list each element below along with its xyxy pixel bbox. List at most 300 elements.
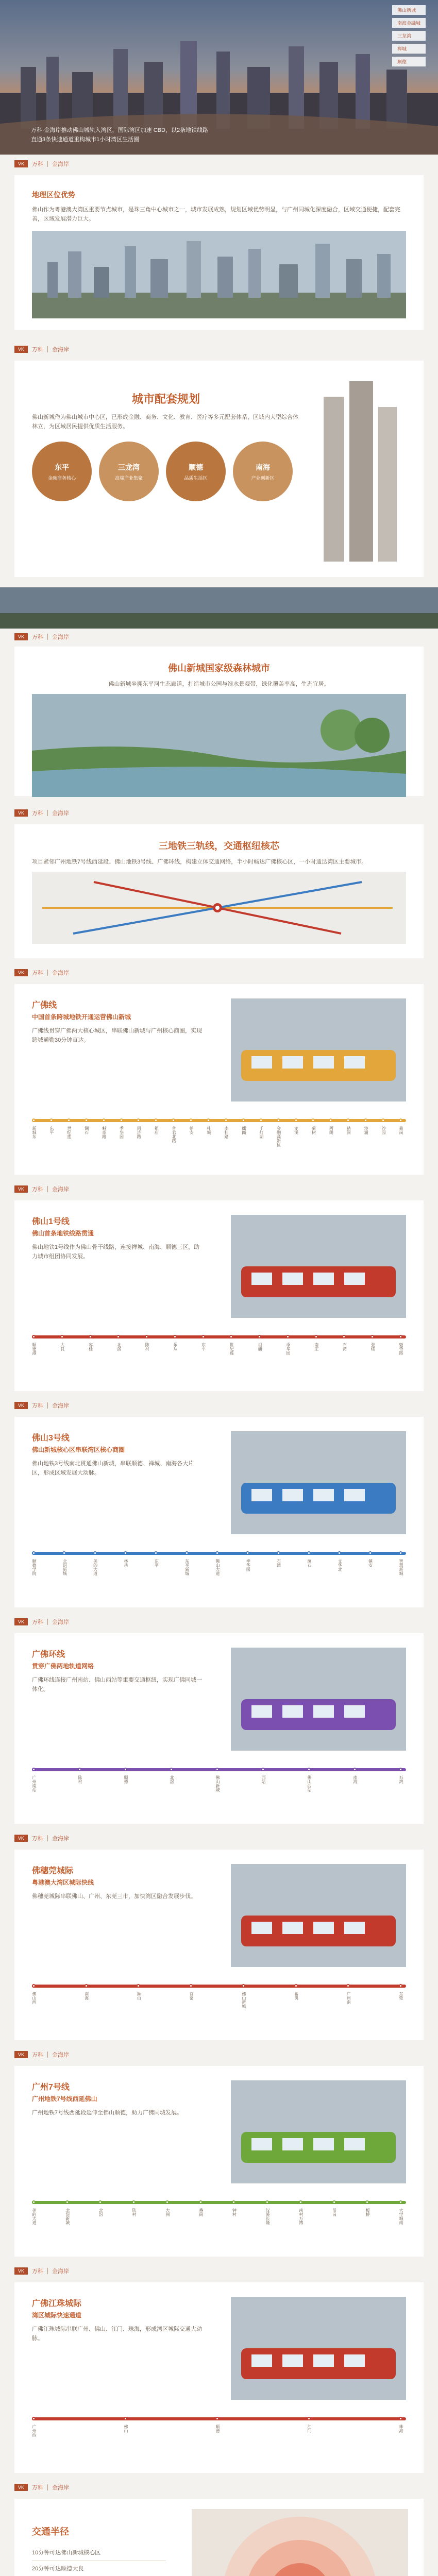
station-label: 西朗 — [329, 1126, 334, 1134]
station-label: 沙涌 — [364, 1126, 369, 1134]
station-dot — [32, 1118, 36, 1122]
station-label: 石湾 — [342, 1343, 347, 1351]
station-label: 佛山大道 — [215, 1559, 220, 1575]
brand-logo: VK — [14, 2484, 28, 2491]
planning-circle-title: 东平 — [55, 463, 69, 471]
line-text-block — [32, 998, 202, 1045]
line-desc: 佛山地铁3号线南北贯通佛山新城，串联顺德、禅城、南海各大片区，形成区域发展大动脉。 — [32, 1461, 194, 1476]
commute-item: 10分钟可达佛山新城核心区 — [32, 2545, 166, 2561]
line-section — [0, 1613, 438, 1829]
station-dot — [165, 2200, 169, 2204]
commute-title: 交通半径 — [32, 2527, 69, 2537]
line-photo — [231, 1431, 406, 1534]
line-name: 广佛线 — [32, 1001, 57, 1010]
line-text-block — [32, 1215, 202, 1261]
brand-name: 万科 — [32, 161, 43, 167]
station-dot — [332, 2200, 336, 2204]
station-label: 龙溪 — [294, 1126, 299, 1134]
line-text-block — [32, 1864, 202, 1901]
hero-tag: 三龙湾 — [392, 31, 426, 41]
line-name: 广佛环线 — [32, 1650, 65, 1659]
line-track — [32, 1552, 406, 1555]
line-text-block — [32, 1648, 202, 1694]
line-desc: 广佛江珠城际串联广州、佛山、江门、珠海，形成湾区城际交通大动脉。 — [32, 2326, 202, 2342]
station-label: 普君北路 — [172, 1126, 177, 1143]
line-text-block — [32, 2297, 202, 2343]
station-dot — [85, 1984, 88, 1988]
station-dot — [224, 1118, 228, 1122]
line-track — [32, 2201, 406, 2204]
brand-header — [14, 2483, 69, 2492]
station-dot — [93, 1551, 97, 1555]
station-label: 西站 — [261, 1775, 266, 1784]
line-photo — [231, 2297, 406, 2400]
station-dot — [120, 1118, 123, 1122]
station-dot — [185, 1551, 189, 1555]
brand-header — [14, 1185, 69, 1193]
ecocity-section — [0, 587, 438, 804]
station-dot — [49, 1118, 53, 1122]
commute-panel — [14, 2499, 424, 2576]
brand-header — [14, 1618, 69, 1626]
station-label: 南海 — [353, 1775, 358, 1784]
brand-partner: 金海岸 — [52, 810, 69, 817]
station-dot — [102, 1118, 106, 1122]
planning-circle — [233, 442, 293, 501]
station-dot — [32, 2200, 36, 2204]
line-track — [32, 1985, 406, 1988]
brand-logo: VK — [14, 633, 28, 640]
station-dot — [65, 2200, 69, 2204]
planning-circle — [99, 442, 159, 501]
brand-divider — [47, 970, 48, 976]
commute-radius-map — [192, 2509, 408, 2576]
station-dot — [307, 2417, 311, 2420]
commute-item: 20分钟可达顺德大良 — [32, 2561, 166, 2576]
hero-section — [0, 0, 438, 155]
station-dot — [170, 1768, 173, 1771]
station-label: 佛山新城 — [241, 1992, 246, 2008]
station-label: 新城东 — [32, 1126, 37, 1139]
station-label: 顺德 — [215, 2425, 220, 2433]
line-photo — [231, 1215, 406, 1318]
metro-body: 项目紧邻广州地铁7号线西延段、佛山地铁3号线、广佛环线，构建立体交通网络，半小时畅达广佛核心区，一小时通达湾区主要城市。 — [32, 859, 367, 865]
station-dot — [145, 1335, 148, 1338]
line-route — [32, 1546, 406, 1597]
hero-caption-line: 直通3条快速通道重构城市1小时湾区生活圈 — [31, 137, 140, 143]
station-dot — [67, 1118, 71, 1122]
station-label: 陈村 — [78, 1775, 82, 1784]
station-dot — [277, 1118, 280, 1122]
brand-header — [14, 809, 69, 817]
brand-partner: 金海岸 — [52, 2268, 69, 2275]
brand-logo: VK — [14, 346, 28, 353]
station-dot — [173, 1335, 177, 1338]
planning-circle-text: 高端产业集聚 — [114, 475, 143, 481]
station-label: 世纪莲 — [229, 1343, 234, 1355]
brand-name: 万科 — [32, 2268, 43, 2275]
metro-panel — [14, 824, 424, 958]
line-panel — [14, 1200, 424, 1391]
line-panel — [14, 2282, 424, 2473]
brand-divider — [47, 634, 48, 640]
planning-circle — [166, 442, 226, 501]
station-dot — [85, 1118, 88, 1122]
station-label: 佛山 — [124, 2425, 128, 2433]
station-dot — [299, 2200, 302, 2204]
station-label: 乐从 — [173, 1343, 178, 1351]
brand-logo: VK — [14, 2267, 28, 2275]
line-subtitle: 粤港澳大湾区城际快线 — [32, 1879, 94, 1886]
station-dot — [307, 1768, 311, 1771]
station-label: 北滘 — [170, 1775, 174, 1784]
brand-partner: 金海岸 — [52, 1619, 69, 1625]
line-panel — [14, 1633, 424, 1824]
intro-panel — [14, 175, 424, 330]
brand-header — [14, 1834, 69, 1842]
station-dot — [286, 1335, 290, 1338]
station-label: 东平 — [49, 1126, 54, 1134]
brand-name: 万科 — [32, 1619, 43, 1625]
hero-tag: 佛山新城 — [392, 5, 426, 15]
station-dot — [353, 1768, 357, 1771]
hero-caption — [31, 126, 208, 144]
station-dot — [314, 1335, 318, 1338]
brand-divider — [47, 1619, 48, 1625]
station-dot — [207, 1118, 210, 1122]
station-label: 金融高新区 — [276, 1126, 281, 1147]
station-dot — [89, 1335, 92, 1338]
line-route — [32, 1978, 406, 2030]
hero-caption-line: 万科·金海岸推动佛山城轨入湾区，国际湾区加速 CBD，以2条地铁线路 — [31, 127, 209, 133]
commute-list — [32, 2524, 166, 2576]
line-name: 广佛江珠城际 — [32, 2299, 82, 2308]
hero-tag: 南海金融城 — [392, 18, 426, 28]
station-label: 同济路 — [137, 1126, 142, 1139]
station-label: 美的大道 — [32, 2208, 37, 2225]
brand-partner: 金海岸 — [52, 1187, 69, 1193]
line-section — [0, 2262, 438, 2478]
station-dot — [215, 2417, 219, 2420]
station-label: 广州南 — [346, 1992, 351, 2004]
station-label: 镇安 — [368, 1559, 373, 1567]
station-label: 顺德学院 — [32, 1559, 37, 1575]
planning-circle-title: 南海 — [256, 463, 270, 471]
station-label: 陈村 — [132, 2208, 137, 2216]
station-label: 容桂 — [88, 1343, 93, 1351]
station-label: 顺德港 — [32, 1343, 37, 1355]
brand-name: 万科 — [32, 347, 43, 353]
station-label: 钟村 — [232, 2208, 237, 2216]
station-dot — [399, 2417, 402, 2420]
station-dot — [199, 2200, 203, 2204]
brand-header — [14, 345, 69, 353]
line-panel — [14, 1850, 424, 2040]
station-dot — [32, 2417, 36, 2420]
line-track — [32, 2417, 406, 2420]
line-photo — [231, 998, 406, 1101]
station-label: 美的大道 — [93, 1559, 98, 1575]
station-label: 东平 — [201, 1343, 206, 1351]
line-subtitle: 佛山首条地铁线路贯通 — [32, 1230, 94, 1237]
station-dot — [259, 1118, 263, 1122]
station-label: 东平 — [154, 1559, 159, 1567]
line-route — [32, 2195, 406, 2246]
metro-title: 三地铁三轨线，交通枢纽核芯 — [159, 841, 279, 851]
brand-divider — [47, 2484, 48, 2490]
ecocity-body: 佛山新城坐拥东平河生态廊道，打造城市公园与滨水景观带，绿化覆盖率高，生态宜居。 — [108, 681, 330, 687]
planning-circle-title: 三龙湾 — [118, 463, 140, 471]
brand-partner: 金海岸 — [52, 970, 69, 976]
brand-partner: 金海岸 — [52, 1836, 69, 1842]
line-section — [0, 1829, 438, 2045]
station-label: 魁奇路 — [399, 1343, 403, 1355]
brand-divider — [47, 2052, 48, 2058]
station-dot — [399, 2200, 402, 2204]
station-dot — [60, 1335, 64, 1338]
station-label: 𧒽岗 — [241, 1126, 246, 1134]
metro-map — [32, 872, 406, 944]
station-dot — [124, 2417, 127, 2420]
station-label: 大学城南 — [399, 2208, 403, 2225]
planning-circle-title: 顺德 — [189, 463, 203, 471]
station-label: 汉溪长隆 — [265, 2208, 271, 2225]
line-name: 佛山1号线 — [32, 1217, 70, 1226]
line-desc: 广佛环线连接广州南站、佛山西站等重要交通枢纽，实现广佛同城一体化。 — [32, 1677, 202, 1692]
line-track — [32, 1768, 406, 1771]
brand-header — [14, 2050, 69, 2059]
station-label: 板桥 — [365, 2208, 370, 2216]
line-name: 广州7号线 — [32, 2083, 70, 2092]
line-name: 佛山3号线 — [32, 1434, 70, 1443]
station-label: 北滘 — [98, 2208, 104, 2216]
metro-section — [0, 804, 438, 963]
line-panel — [14, 1417, 424, 1607]
station-label: 番禺 — [294, 1992, 299, 2000]
brand-partner: 金海岸 — [52, 1403, 69, 1409]
brand-name: 万科 — [32, 2052, 43, 2058]
line-route — [32, 1762, 406, 1814]
planning-circle-text: 产业创新区 — [251, 475, 275, 481]
station-dot — [277, 1551, 280, 1555]
hero-tag: 顺德 — [392, 57, 426, 66]
station-dot — [399, 1551, 402, 1555]
brand-divider — [47, 1835, 48, 1841]
station-label: 智慧新城 — [399, 1559, 403, 1575]
brand-partner: 金海岸 — [52, 2052, 69, 2058]
brand-header — [14, 969, 69, 977]
brand-divider — [47, 1186, 48, 1192]
station-dot — [32, 1551, 36, 1555]
planning-section — [0, 340, 438, 587]
line-photo — [231, 1864, 406, 1967]
brand-divider — [47, 161, 48, 167]
ecocity-photo — [32, 694, 406, 797]
station-label: 石湾 — [399, 1775, 403, 1784]
brand-divider — [47, 346, 48, 352]
line-subtitle: 广州地铁7号线西延佛山 — [32, 2095, 97, 2103]
station-label: 魁奇路 — [102, 1126, 107, 1139]
planning-body: 佛山新城作为佛山城市中心区，已形成金融、商务、文化、教育、医疗等多元配套体系，区域内大型综合体林立，为区域居民提供优质生活服务。 — [32, 414, 298, 430]
brand-logo: VK — [14, 160, 28, 167]
station-label: 鹤洞 — [346, 1126, 351, 1134]
station-label: 祖庙 — [258, 1343, 263, 1351]
station-label: 官窑 — [189, 1992, 194, 2000]
station-label: 澜石 — [307, 1559, 312, 1567]
brand-header — [14, 1401, 69, 1410]
brand-logo: VK — [14, 1185, 28, 1193]
line-section — [0, 2045, 438, 2262]
hero-tag: 禅城 — [392, 44, 426, 54]
brand-logo: VK — [14, 2051, 28, 2058]
station-label: 员岗 — [332, 2208, 337, 2216]
station-dot — [124, 1551, 127, 1555]
station-label: 南村万博 — [298, 2208, 304, 2225]
station-label: 澜石 — [84, 1126, 89, 1134]
station-label: 佛山西站 — [307, 1775, 312, 1792]
station-label: 季华园 — [285, 1343, 291, 1355]
station-label: 林岳 — [124, 1559, 128, 1567]
station-label: 朝安 — [189, 1126, 194, 1134]
line-route — [32, 1113, 406, 1164]
station-label: 番禺 — [198, 2208, 204, 2216]
station-label: 石湾 — [276, 1559, 281, 1567]
intro-body: 佛山作为粤港澳大湾区重要节点城市，是珠三角中心城市之一，城市发展成熟，规划区域优势明显，与广州同城化深度融合，区域交通便捷，配套完善，区域发展潜力巨大。 — [32, 207, 400, 222]
planning-panel — [14, 361, 424, 577]
planning-title: 城市配套规划 — [131, 393, 200, 405]
station-label: 大良 — [60, 1343, 65, 1351]
brand-name: 万科 — [32, 1403, 43, 1409]
brand-header — [14, 2267, 69, 2275]
line-panel — [14, 2066, 424, 2257]
station-label: 江门 — [307, 2425, 312, 2433]
line-subtitle: 中国首条跨城地铁开通运营佛山新城 — [32, 1013, 131, 1021]
station-dot — [294, 1118, 298, 1122]
line-section — [0, 963, 438, 1180]
station-label: 北滘新城 — [62, 1559, 68, 1575]
brand-logo: VK — [14, 1402, 28, 1409]
commute-section — [0, 2478, 438, 2576]
brand-logo: VK — [14, 1835, 28, 1842]
hero-tag-list — [392, 5, 426, 66]
station-label: 燕岗 — [399, 1126, 403, 1134]
station-label: 南庄 — [314, 1343, 319, 1351]
station-dot — [32, 1335, 36, 1338]
station-label: 东平新城 — [184, 1559, 190, 1575]
line-section — [0, 1396, 438, 1613]
station-label: 佛山新城 — [215, 1775, 220, 1792]
station-label: 北滘新城 — [65, 2208, 70, 2225]
brand-header — [14, 633, 69, 641]
station-label: 广州西 — [32, 2425, 37, 2437]
station-label: 季华园 — [246, 1559, 251, 1571]
station-dot — [215, 1551, 219, 1555]
station-label: 张槎 — [370, 1343, 376, 1351]
station-label: 大洲 — [165, 2208, 170, 2216]
station-label: 菊树 — [311, 1126, 316, 1134]
line-route — [32, 2411, 406, 2463]
ecocity-title: 佛山新城国家级森林城市 — [168, 663, 270, 673]
brand-name: 万科 — [32, 810, 43, 817]
planning-circle-text: 品质生活区 — [184, 475, 208, 481]
line-subtitle: 佛山新城核心区串联湾区核心商圈 — [32, 1446, 125, 1453]
brand-logo: VK — [14, 1618, 28, 1625]
line-track — [32, 1119, 406, 1122]
ecocity-panel — [14, 647, 424, 796]
brand-divider — [47, 810, 48, 816]
station-dot — [368, 1551, 372, 1555]
ecocity-banner — [0, 587, 438, 629]
station-dot — [242, 1118, 245, 1122]
station-dot — [399, 1335, 402, 1338]
station-label: 佛山西 — [32, 1992, 37, 2004]
line-section — [0, 1180, 438, 1396]
brand-partner: 金海岸 — [52, 2485, 69, 2491]
line-desc: 广州地铁7号线西延段延伸至佛山顺德，助力广佛同城发展。 — [32, 2110, 183, 2116]
station-dot — [399, 1984, 402, 1988]
station-label: 祖庙 — [154, 1126, 159, 1134]
line-text-block — [32, 1431, 202, 1478]
station-dot — [215, 1768, 219, 1771]
line-desc: 佛穗莞城际串联佛山、广州、东莞三市，加快湾区融合发展步伐。 — [32, 1893, 196, 1900]
station-label: 南桂路 — [224, 1126, 229, 1139]
station-dot — [32, 1984, 36, 1988]
brand-name: 万科 — [32, 2485, 43, 2491]
station-label: 文华北 — [338, 1559, 343, 1571]
brand-header — [14, 160, 69, 168]
station-dot — [78, 1768, 81, 1771]
line-subtitle: 湾区城际快速通道 — [32, 2312, 82, 2319]
intro-section — [0, 155, 438, 340]
brand-name: 万科 — [32, 1187, 43, 1193]
brand-name: 万科 — [32, 970, 43, 976]
line-panel — [14, 984, 424, 1175]
station-dot — [294, 1984, 298, 1988]
planning-tower-image — [313, 376, 406, 562]
station-label: 顺德 — [124, 1775, 128, 1784]
brand-divider — [47, 2268, 48, 2274]
brand-logo: VK — [14, 809, 28, 817]
station-dot — [261, 1768, 265, 1771]
line-desc: 广佛线贯穿广佛两大核心城区，串联佛山新城与广州核心商圈，实现跨城通勤30分钟直达。 — [32, 1028, 202, 1043]
station-label: 陈村 — [145, 1343, 150, 1351]
station-dot — [124, 1768, 127, 1771]
planning-circle — [32, 442, 92, 501]
brand-partner: 金海岸 — [52, 161, 69, 167]
brand-logo: VK — [14, 969, 28, 976]
city-photo — [32, 231, 406, 318]
station-dot — [307, 1551, 311, 1555]
brand-partner: 金海岸 — [52, 634, 69, 640]
brand-divider — [47, 1402, 48, 1409]
intro-title: 地理区位优势 — [32, 191, 75, 199]
line-photo — [231, 2080, 406, 2183]
station-label: 世纪莲 — [66, 1126, 72, 1139]
station-dot — [399, 1118, 402, 1122]
line-route — [32, 1329, 406, 1381]
brand-partner: 金海岸 — [52, 347, 69, 353]
line-name: 佛穗莞城际 — [32, 1867, 74, 1875]
line-subtitle: 贯穿广佛两地轨道网络 — [32, 1663, 94, 1670]
station-label: 沙园 — [381, 1126, 386, 1134]
brand-name: 万科 — [32, 1836, 43, 1842]
line-desc: 佛山地铁1号线作为佛山骨干线路，连接禅城、南海、顺德三区，助力城市组团协同发展。 — [32, 1244, 200, 1260]
station-label: 千灯湖 — [259, 1126, 264, 1139]
line-photo — [231, 1648, 406, 1751]
planning-circle-text: 金融商务核心 — [47, 475, 76, 481]
planning-circles — [32, 442, 300, 501]
line-sections — [0, 963, 438, 2478]
